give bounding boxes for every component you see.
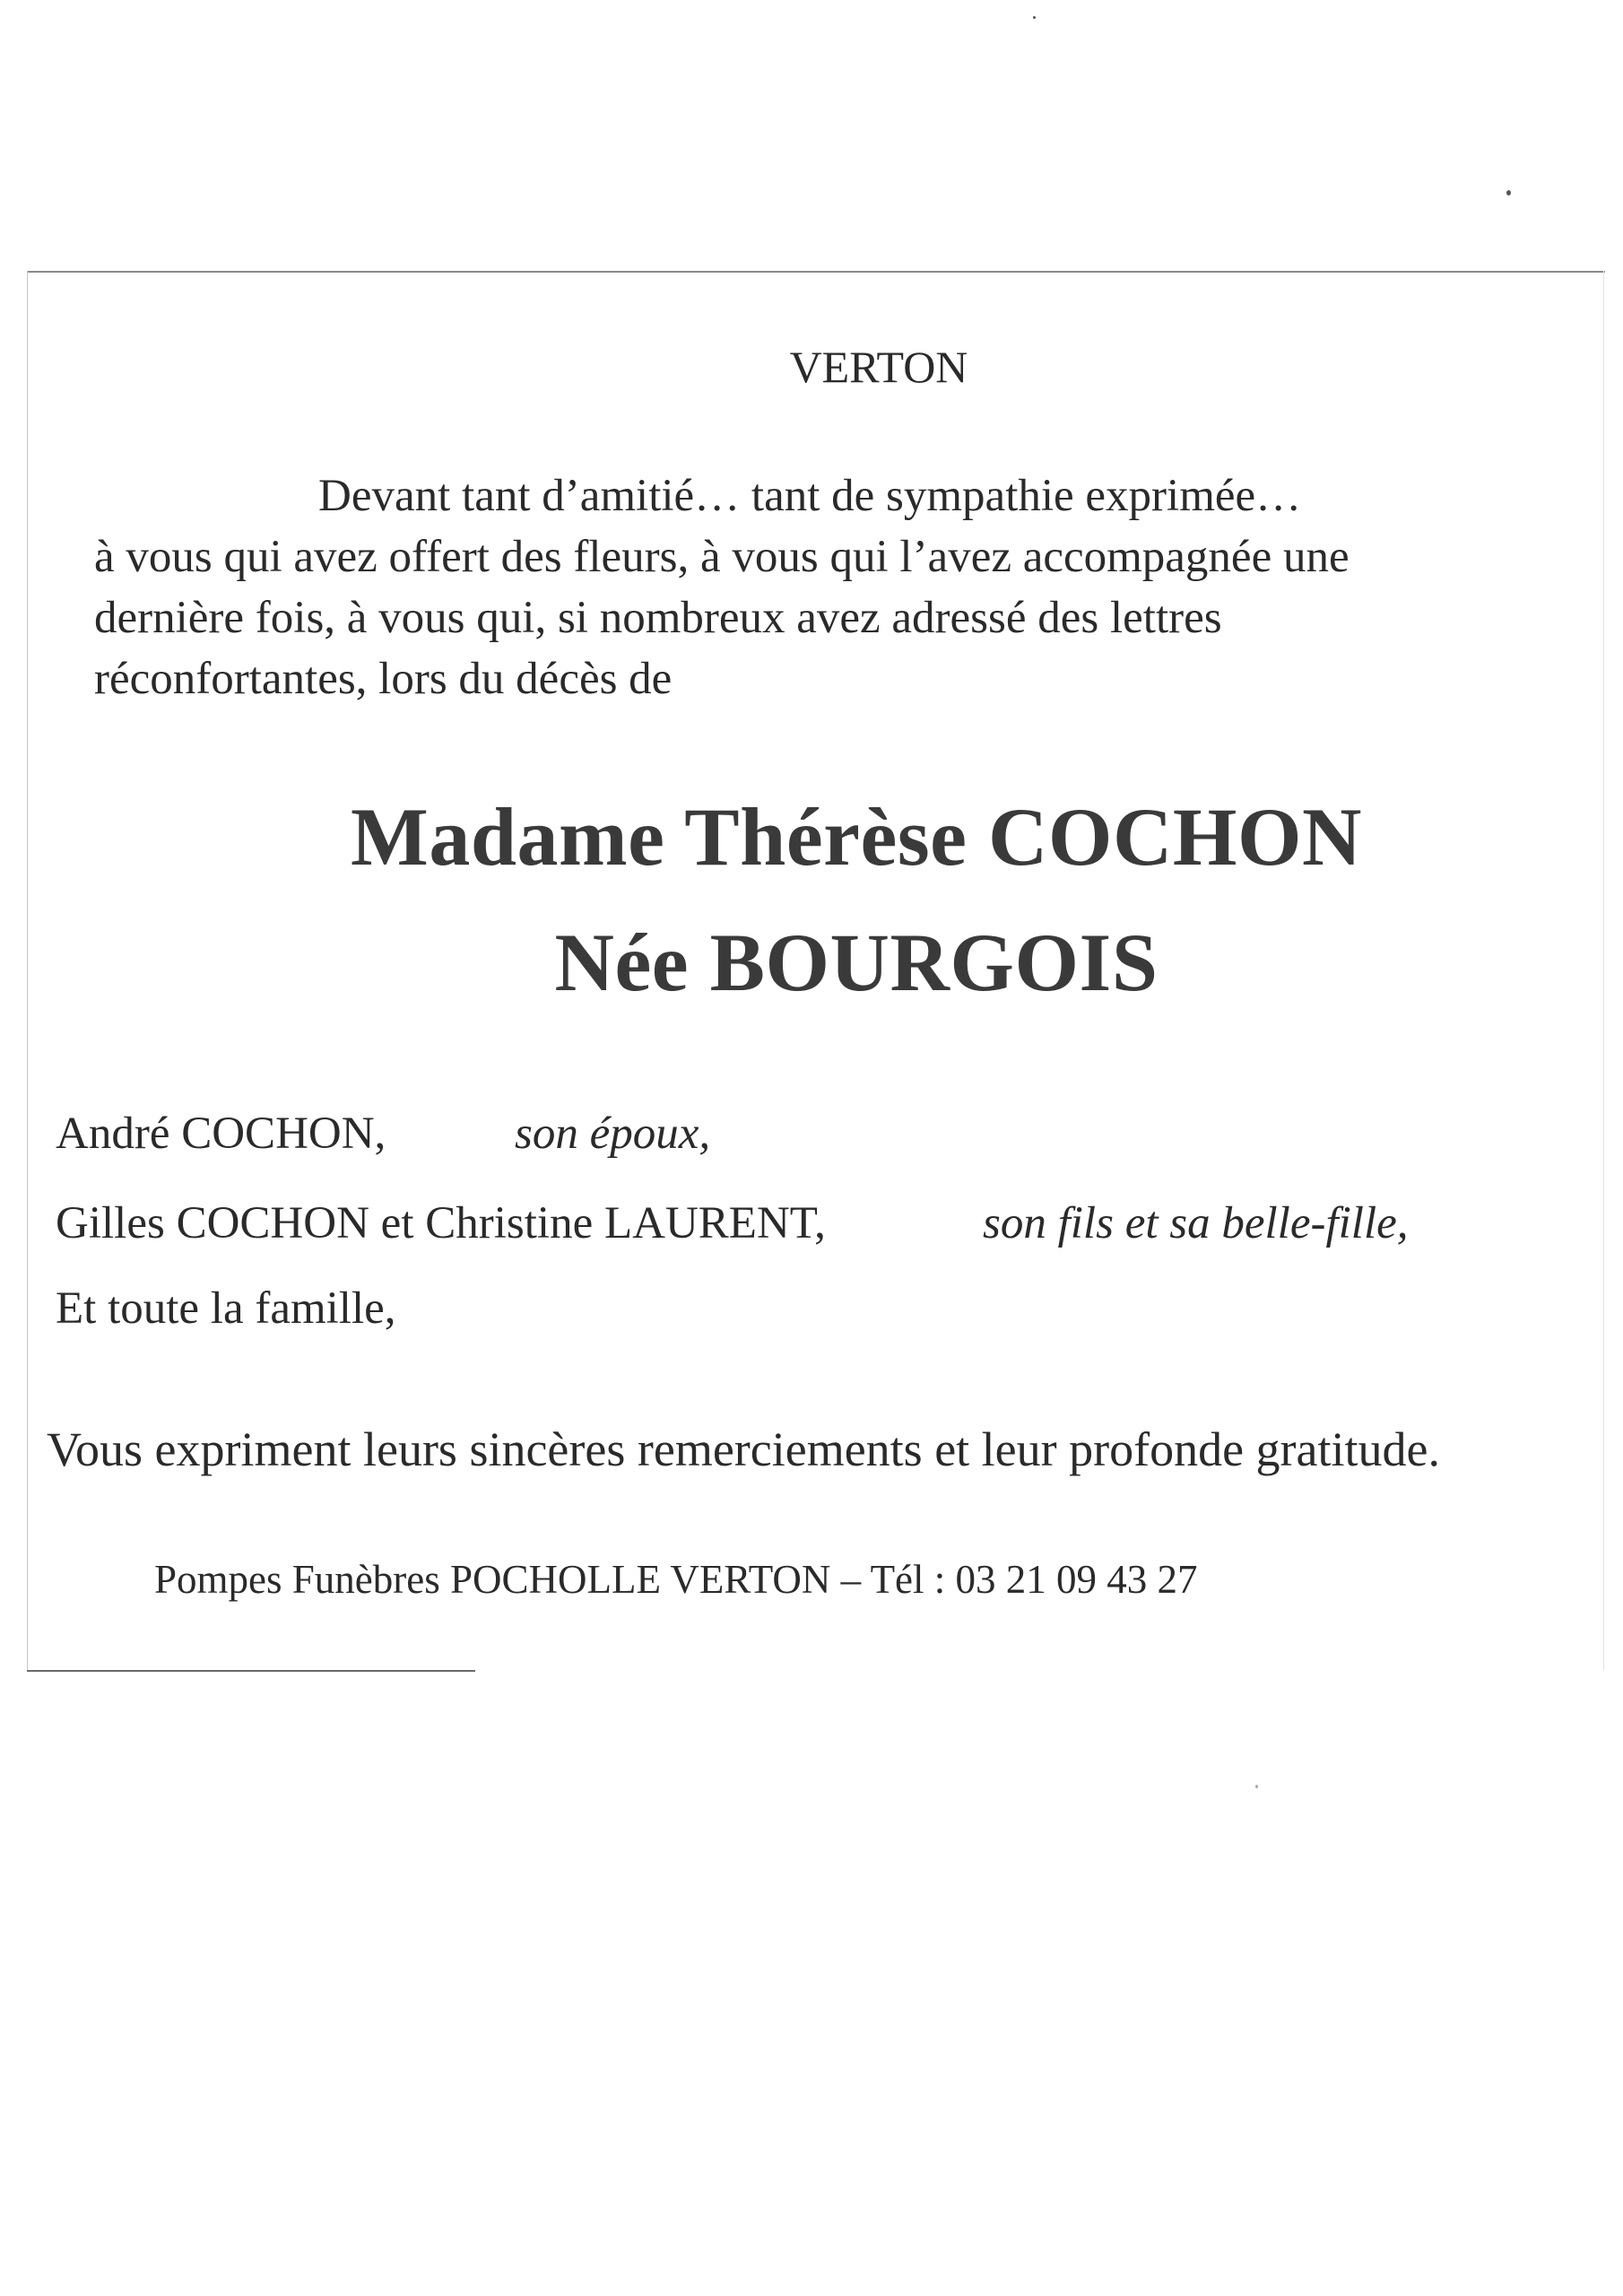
intro-line-3: dernière fois, à vous qui, si nombreux avez adressé des lettres [94,593,1222,643]
family-member-name: Et toute la famille, [56,1283,396,1334]
scan-speck [1033,16,1036,19]
intro-line-1: Devant tant d’amitié… tant de sympathie exprimée… [318,471,1302,521]
family-member-3 [56,1283,396,1335]
thanks-message: Vous expriment leurs sincères remerciements et leur profonde gratitude. [47,1422,1440,1476]
frame-bottom-border [27,1670,475,1672]
scan-speck [1506,190,1511,196]
family-member-name: André COCHON, [56,1109,386,1159]
maiden-name: Née BOURGOIS [554,917,1159,1008]
frame-top-border [27,271,1605,273]
family-member-1 [56,1108,711,1160]
family-member-2 [56,1197,1409,1249]
funeral-home-contact: Pompes Funèbres POCHOLLE VERTON – Tél : 03 21 09 43 27 [154,1557,1198,1602]
family-member-name: Gilles COCHON et Christine LAURENT, [56,1198,826,1248]
family-member-relation: son époux, [515,1109,711,1159]
scan-speck [1255,1785,1258,1788]
town-heading: VERTON [789,342,968,392]
family-member-relation: son fils et sa belle-fille, [983,1198,1409,1248]
deceased-name: Madame Thérèse COCHON [351,791,1362,883]
intro-line-4: réconfortantes, lors du décès de [94,654,673,704]
intro-line-2: à vous qui avez offert des fleurs, à vous qui l’avez accompagnée une [94,532,1350,582]
